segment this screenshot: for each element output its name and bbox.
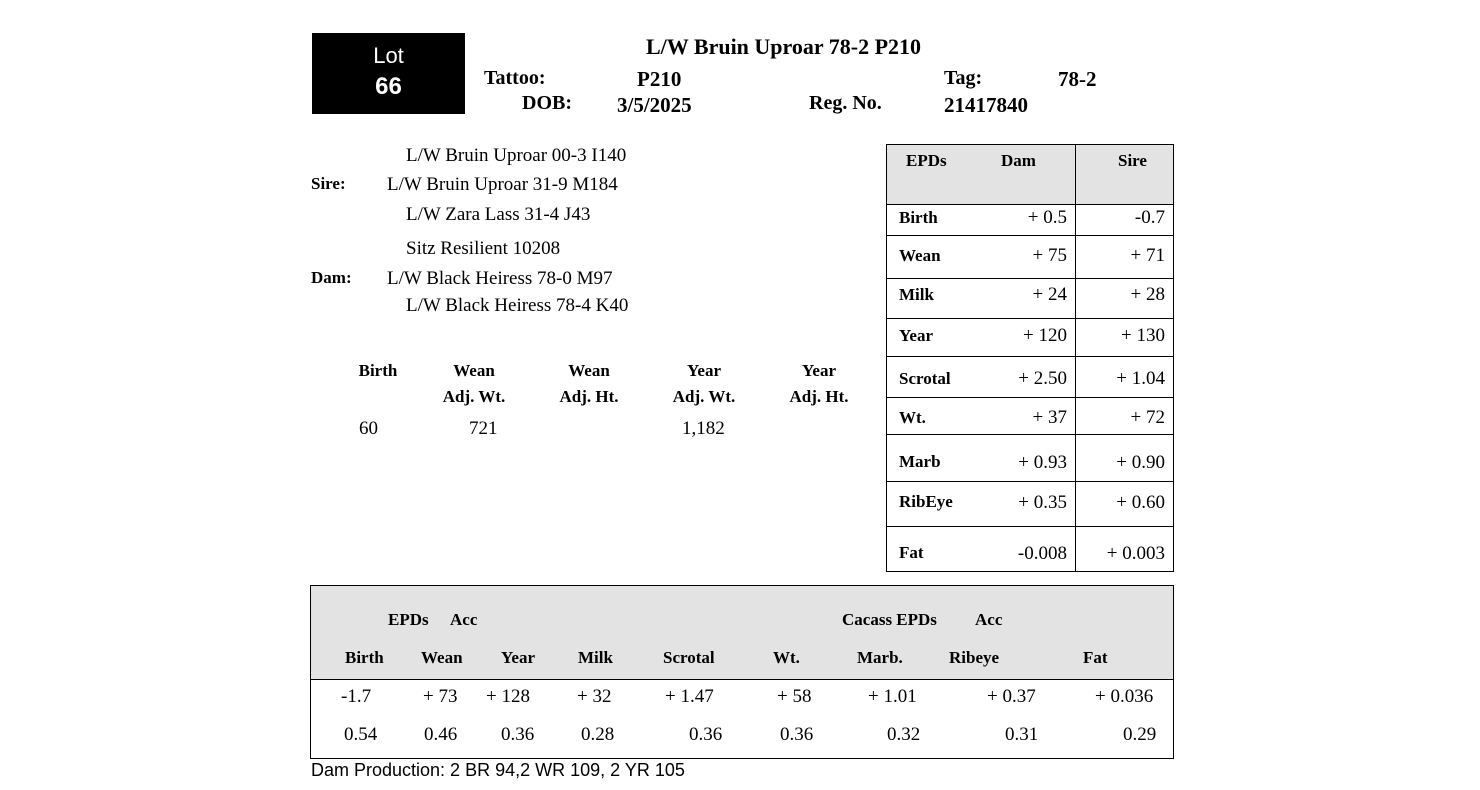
row-line <box>887 526 1173 527</box>
acc-marb: 0.32 <box>887 724 921 745</box>
epd-marb: + 1.01 <box>868 686 917 707</box>
row-line <box>887 481 1173 482</box>
epd-sire-fat: + 0.003 <box>1106 543 1165 564</box>
epd-wean: + 73 <box>423 686 458 707</box>
perf-header-wean-ht: Wean Adj. Ht. <box>559 361 619 406</box>
col-scrotal: Scrotal <box>663 648 715 667</box>
acc-fat: 0.29 <box>1123 724 1157 745</box>
epd-sire-year: + 130 <box>1121 325 1165 346</box>
epd-trait-ribeye: RibEye <box>899 492 953 511</box>
epd-table-divider <box>1075 145 1076 571</box>
col-year: Year <box>501 648 535 667</box>
epd-sire-wt: + 72 <box>1130 407 1165 428</box>
epd-fat: + 0.036 <box>1095 686 1154 707</box>
epd-trait-year: Year <box>899 326 933 345</box>
epd-dam-wt: + 37 <box>1032 407 1067 428</box>
dam-dam: L/W Black Heiress 78-4 K40 <box>406 295 629 316</box>
epd-wt: + 58 <box>777 686 812 707</box>
epd-dam-year: + 120 <box>1023 325 1067 346</box>
parent-epd-table <box>886 144 1174 572</box>
epd-trait-milk: Milk <box>899 285 934 304</box>
dob-value: 3/5/2025 <box>617 93 692 117</box>
epd-group-acc: Acc <box>450 610 478 629</box>
epd-trait-wt: Wt. <box>899 408 926 427</box>
dam-sire: Sitz Resilient 10208 <box>406 238 561 259</box>
reg-no-value: 21417840 <box>944 93 1028 117</box>
carcass-group-acc: Acc <box>975 610 1003 629</box>
epd-trait-scrotal: Scrotal <box>899 369 951 388</box>
acc-milk: 0.28 <box>581 724 615 745</box>
dam-name: L/W Black Heiress 78-0 M97 <box>387 268 613 289</box>
sire-label: Sire: <box>311 174 346 193</box>
acc-ribeye: 0.31 <box>1005 724 1039 745</box>
carcass-group-title: Cacass EPDs <box>842 610 937 629</box>
epd-sire-ribeye: + 0.60 <box>1116 492 1165 513</box>
epd-group-title: EPDs <box>388 610 429 629</box>
epd-sire-milk: + 28 <box>1130 284 1165 305</box>
col-marb: Marb. <box>857 648 903 667</box>
lot-badge <box>312 33 465 114</box>
row-line <box>887 434 1173 435</box>
epd-sire-birth: -0.7 <box>1134 207 1165 228</box>
sire-sire: L/W Bruin Uproar 00-3 I140 <box>406 145 627 166</box>
dob-label: DOB: <box>522 92 572 114</box>
epd-milk: + 32 <box>577 686 612 707</box>
lot-label: Lot <box>373 43 404 68</box>
epd-trait-birth: Birth <box>899 208 938 227</box>
reg-no-label: Reg. No. <box>809 92 882 114</box>
animal-epd-table <box>310 585 1174 759</box>
sire-name: L/W Bruin Uproar 31-9 M184 <box>387 174 618 195</box>
epd-dam-wean: + 75 <box>1032 245 1067 266</box>
row-line <box>887 318 1173 319</box>
epd-trait-marb: Marb <box>899 452 941 471</box>
epd-header-trait: EPDs <box>906 151 947 170</box>
epd-dam-ribeye: + 0.35 <box>1018 492 1067 513</box>
row-line <box>887 204 1173 205</box>
dam-label: Dam: <box>311 268 352 287</box>
epd-sire-scrotal: + 1.04 <box>1116 368 1165 389</box>
tattoo-label: Tattoo: <box>484 67 546 89</box>
perf-header-year-ht: Year Adj. Ht. <box>789 361 849 406</box>
sire-dam: L/W Zara Lass 31-4 J43 <box>406 204 591 225</box>
epd-birth: -1.7 <box>341 686 372 707</box>
epd-sire-wean: + 71 <box>1130 245 1165 266</box>
epd-trait-wean: Wean <box>899 246 941 265</box>
perf-value-year-wt: 1,182 <box>682 418 725 439</box>
perf-value-wean-wt: 721 <box>469 418 498 439</box>
row-line <box>887 397 1173 398</box>
epd-dam-scrotal: + 2.50 <box>1018 368 1067 389</box>
col-fat: Fat <box>1083 648 1108 667</box>
tag-value: 78-2 <box>1058 67 1097 91</box>
epd-dam-birth: + 0.5 <box>1027 207 1067 228</box>
col-ribeye: Ribeye <box>949 648 1000 667</box>
row-line <box>887 278 1173 279</box>
epd-year: + 128 <box>486 686 530 707</box>
perf-header-year-wt: Year Adj. Wt. <box>672 361 736 406</box>
row-line <box>887 356 1173 357</box>
col-wean: Wean <box>421 648 463 667</box>
dam-production: Dam Production: 2 BR 94,2 WR 109, 2 YR 105 <box>311 760 685 780</box>
col-wt: Wt. <box>773 648 800 667</box>
row-line <box>887 235 1173 236</box>
perf-header-wean-wt: Wean Adj. Wt. <box>442 361 506 406</box>
epd-dam-fat: -0.008 <box>1017 543 1067 564</box>
acc-scrotal: 0.36 <box>689 724 723 745</box>
epd-dam-marb: + 0.93 <box>1018 452 1067 473</box>
acc-wt: 0.36 <box>780 724 814 745</box>
perf-header-birth: Birth <box>358 361 398 380</box>
col-birth: Birth <box>345 648 384 667</box>
acc-wean: 0.46 <box>424 724 458 745</box>
acc-birth: 0.54 <box>344 724 378 745</box>
tattoo-value: P210 <box>637 67 682 91</box>
acc-year: 0.36 <box>501 724 535 745</box>
epd-dam-milk: + 24 <box>1032 284 1067 305</box>
perf-value-birth: 60 <box>359 418 378 439</box>
epd-trait-fat: Fat <box>899 543 924 562</box>
animal-name: L/W Bruin Uproar 78-2 P210 <box>646 34 922 59</box>
epd-header-dam: Dam <box>1001 151 1036 170</box>
epd-scrotal: + 1.47 <box>665 686 714 707</box>
lot-number: 66 <box>375 73 402 100</box>
col-milk: Milk <box>578 648 613 667</box>
epd-header-sire: Sire <box>1118 151 1147 170</box>
tag-label: Tag: <box>944 67 983 89</box>
epd-ribeye: + 0.37 <box>987 686 1036 707</box>
epd-sire-marb: + 0.90 <box>1116 452 1165 473</box>
